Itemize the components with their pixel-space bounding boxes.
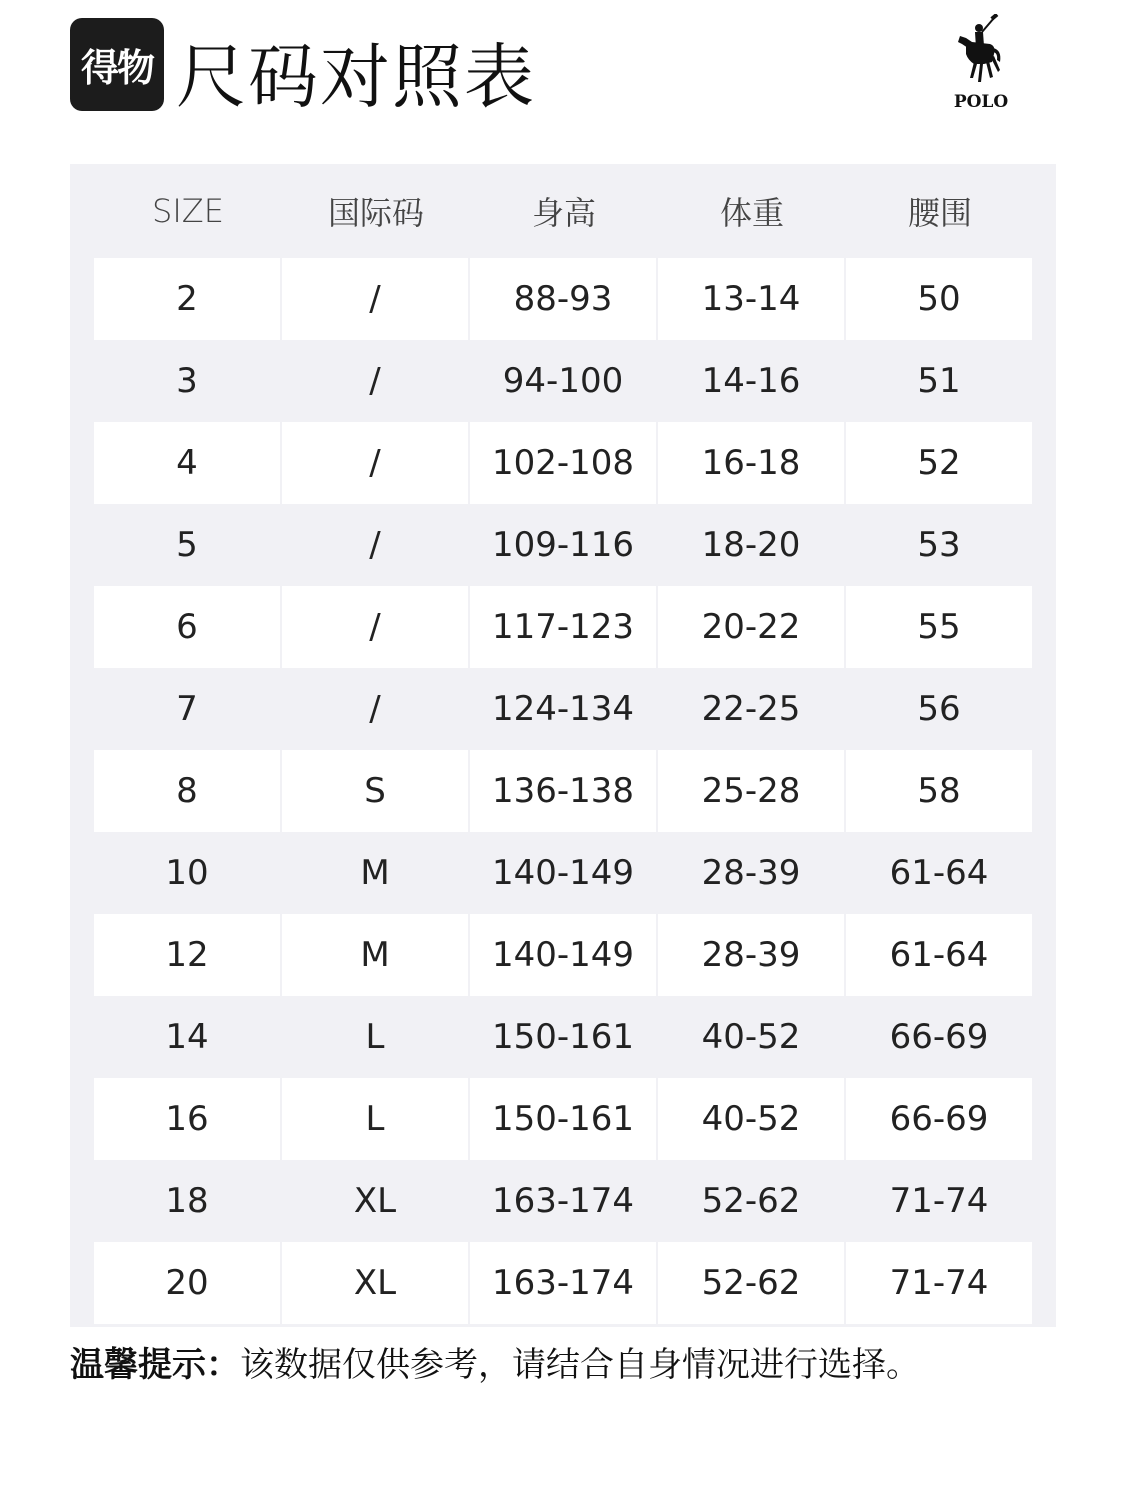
cell-waist: 53 xyxy=(917,525,961,565)
cell-waist: 55 xyxy=(846,586,1032,668)
cell-size: 8 xyxy=(94,750,280,832)
cell-height: 109-116 xyxy=(491,525,635,565)
cell-size: 20 xyxy=(94,1242,280,1324)
table-row xyxy=(94,1242,1032,1324)
table-row xyxy=(94,422,1032,504)
cell-international-size: / xyxy=(282,258,468,340)
cell-size: 12 xyxy=(94,914,280,996)
cell-weight: 28-39 xyxy=(658,914,844,996)
cell-weight: 52-62 xyxy=(701,1181,801,1221)
cell-height: 163-174 xyxy=(491,1181,635,1221)
cell-weight: 20-22 xyxy=(658,586,844,668)
table-row xyxy=(94,914,1032,996)
cell-international-size: XL xyxy=(282,1242,468,1324)
cell-international-size: M xyxy=(360,853,390,893)
brand-logo xyxy=(946,14,1016,114)
cell-weight: 40-52 xyxy=(658,1078,844,1160)
cell-weight: 16-18 xyxy=(658,422,844,504)
cell-height: 150-161 xyxy=(470,1078,656,1160)
column-header-international-size: 国际码 xyxy=(327,194,424,232)
cell-international-size: / xyxy=(369,361,381,401)
cell-weight: 28-39 xyxy=(701,853,801,893)
cell-waist: 71-74 xyxy=(889,1181,989,1221)
footer-note-text: 该数据仅供参考，请结合自身情况进行选择。 xyxy=(240,1345,920,1385)
cell-international-size: / xyxy=(282,586,468,668)
table-row xyxy=(94,832,1032,914)
cell-height: 140-149 xyxy=(470,914,656,996)
cell-international-size: L xyxy=(365,1017,385,1057)
cell-waist: 51 xyxy=(917,361,961,401)
cell-size: 14 xyxy=(165,1017,209,1057)
table-row xyxy=(94,750,1032,832)
cell-international-size: XL xyxy=(353,1181,397,1221)
size-chart-table xyxy=(70,164,1056,1327)
column-header-weight: 体重 xyxy=(719,194,784,232)
cell-weight: 25-28 xyxy=(658,750,844,832)
table-row xyxy=(94,1160,1032,1242)
app-logo xyxy=(70,18,164,111)
cell-international-size: / xyxy=(369,525,381,565)
cell-waist: 56 xyxy=(917,689,961,729)
cell-waist: 66-69 xyxy=(889,1017,989,1057)
cell-waist: 52 xyxy=(846,422,1032,504)
column-header-size: SIZE xyxy=(152,192,224,230)
cell-size: 2 xyxy=(94,258,280,340)
table-row xyxy=(94,1078,1032,1160)
cell-height: 102-108 xyxy=(470,422,656,504)
table-body xyxy=(94,258,1032,1324)
cell-size: 10 xyxy=(165,853,209,893)
cell-height: 94-100 xyxy=(502,361,624,401)
table-row xyxy=(94,668,1032,750)
cell-waist: 58 xyxy=(846,750,1032,832)
footer-note-label: 温馨提示： xyxy=(70,1345,240,1385)
cell-height: 88-93 xyxy=(470,258,656,340)
cell-size: 7 xyxy=(176,689,198,729)
cell-international-size: / xyxy=(369,689,381,729)
cell-size: 6 xyxy=(94,586,280,668)
cell-international-size: S xyxy=(282,750,468,832)
cell-waist: 50 xyxy=(846,258,1032,340)
cell-size: 18 xyxy=(165,1181,209,1221)
cell-weight: 13-14 xyxy=(658,258,844,340)
cell-waist: 61-64 xyxy=(846,914,1032,996)
page-title: 尺码对照表 xyxy=(176,36,536,118)
cell-waist: 66-69 xyxy=(846,1078,1032,1160)
cell-international-size: M xyxy=(282,914,468,996)
footer-note xyxy=(70,1340,920,1390)
cell-international-size: / xyxy=(282,422,468,504)
column-header-height: 身高 xyxy=(531,194,596,232)
cell-international-size: L xyxy=(282,1078,468,1160)
table-row xyxy=(94,504,1032,586)
brand-text: POLO xyxy=(953,92,1009,112)
cell-height: 140-149 xyxy=(491,853,635,893)
table-header-row xyxy=(94,164,1032,258)
cell-weight: 40-52 xyxy=(701,1017,801,1057)
cell-size: 4 xyxy=(94,422,280,504)
table-row xyxy=(94,586,1032,668)
cell-weight: 22-25 xyxy=(701,689,801,729)
app-logo-text: 得物 xyxy=(80,46,153,90)
cell-weight: 14-16 xyxy=(701,361,801,401)
table-row xyxy=(94,258,1032,340)
cell-weight: 18-20 xyxy=(701,525,801,565)
cell-waist: 71-74 xyxy=(846,1242,1032,1324)
table-row xyxy=(94,340,1032,422)
cell-height: 124-134 xyxy=(491,689,635,729)
cell-size: 3 xyxy=(176,361,198,401)
cell-size: 16 xyxy=(94,1078,280,1160)
column-header-waist: 腰围 xyxy=(907,194,972,232)
polo-horse-rider-icon xyxy=(946,14,1016,92)
cell-height: 163-174 xyxy=(470,1242,656,1324)
cell-height: 136-138 xyxy=(470,750,656,832)
cell-waist: 61-64 xyxy=(889,853,989,893)
cell-weight: 52-62 xyxy=(658,1242,844,1324)
cell-size: 5 xyxy=(176,525,198,565)
cell-height: 150-161 xyxy=(491,1017,635,1057)
cell-height: 117-123 xyxy=(470,586,656,668)
table-row xyxy=(94,996,1032,1078)
